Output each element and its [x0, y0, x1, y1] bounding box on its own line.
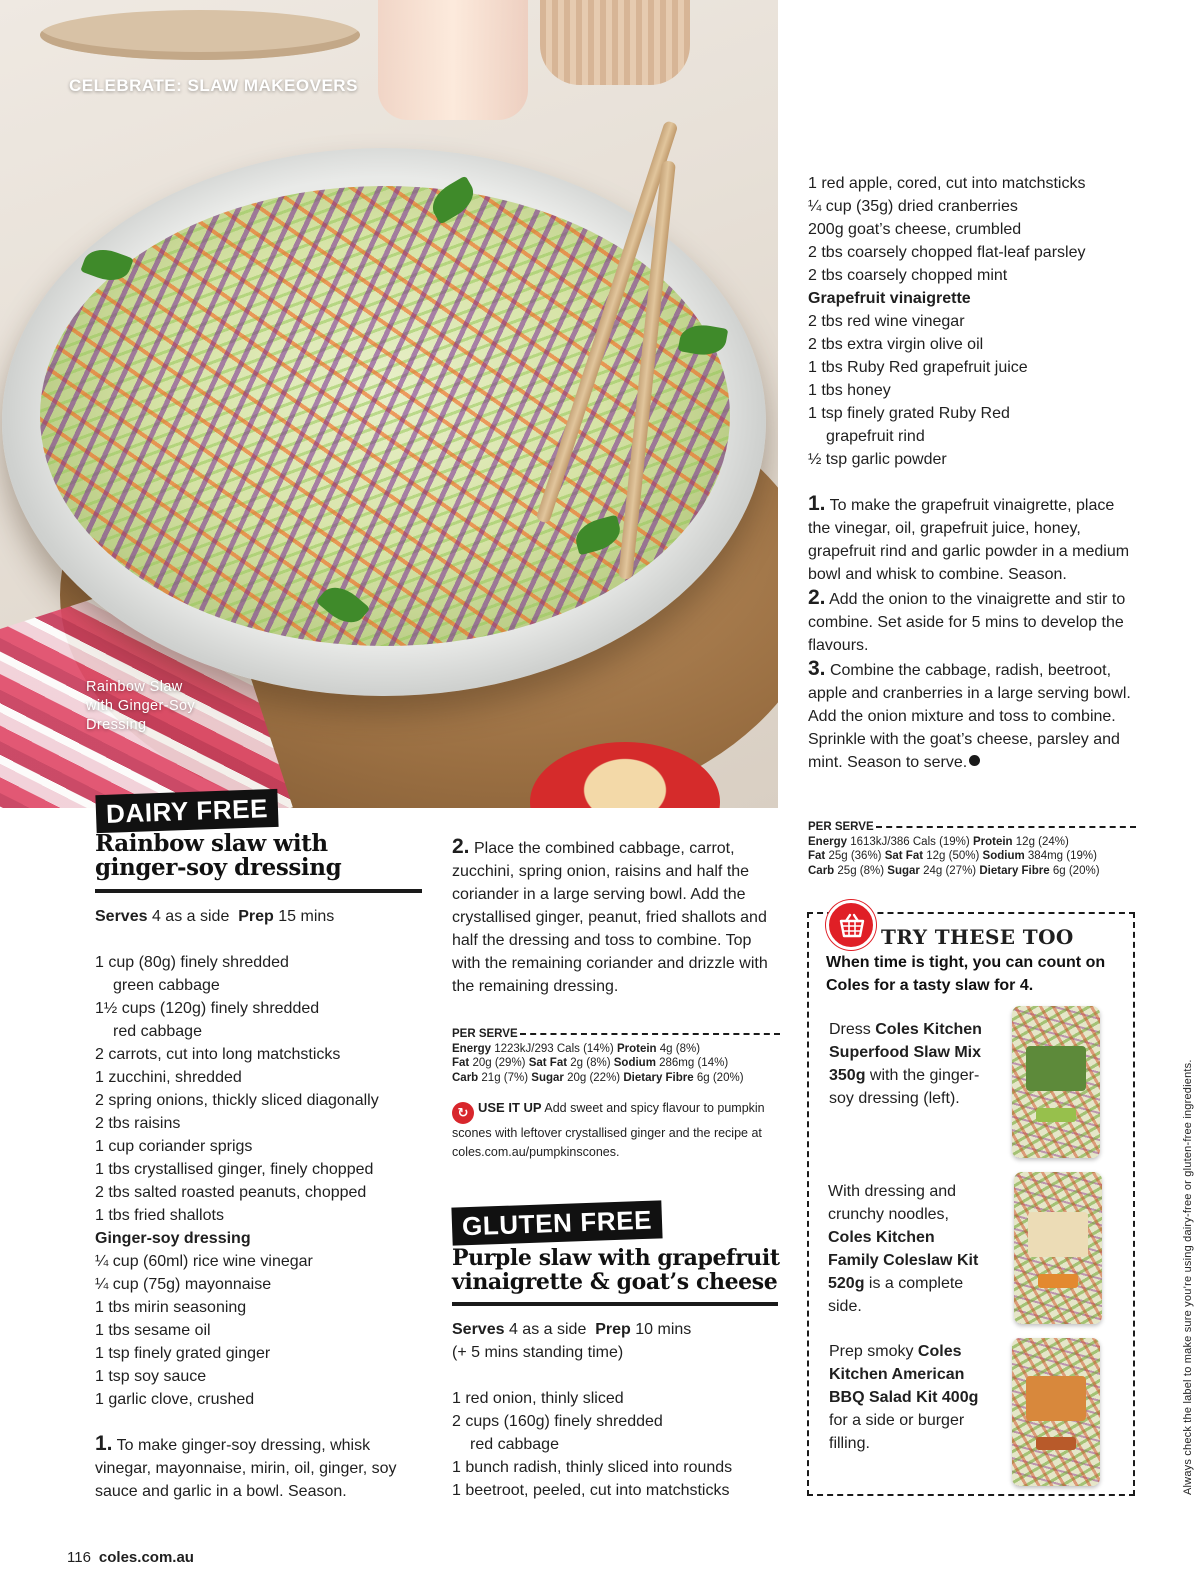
ingredient-subheading: Ginger-soy dressing: [95, 1230, 251, 1247]
ingredient-subheading: Grapefruit vinaigrette: [808, 290, 971, 307]
suggestion-post: with the ginger-soy dressing (left).: [829, 1067, 980, 1107]
serves-label: Serves: [452, 1321, 505, 1338]
ingredient-line: green cabbage: [113, 977, 220, 994]
serves-label: Serves: [95, 908, 148, 925]
ceramic-jar: [540, 0, 690, 85]
prep-value: 10 mins: [635, 1321, 692, 1338]
serves-value: 4 as a side: [508, 1321, 587, 1338]
dairy-free-badge: DAIRY FREE: [95, 789, 278, 833]
title-line: Rainbow slaw with: [95, 830, 328, 857]
use-it-up-text: Add sweet and spicy flavour to pumpkin scones with leftover crystallised ginger and the recipe at coles.com.au/pumpkinscones.: [452, 1101, 765, 1159]
ingredient-line: 1 garlic clove, crushed: [95, 1391, 255, 1408]
title-line: Purple slaw with grapefruit: [452, 1245, 780, 1271]
ingredient-line: 2 tbs red wine vinegar: [808, 313, 965, 330]
ingredient-line: ¼ cup (60ml) rice wine vinegar: [95, 1253, 313, 1270]
standing-time: (+ 5 mins standing time): [452, 1344, 624, 1361]
ingredient-line: 1½ cups (120g) finely shredded: [95, 1000, 320, 1017]
nutrition-line: Energy 1223kJ/293 Cals (14%) Protein 4g (8%): [452, 1042, 701, 1055]
recipe1-title: [95, 832, 341, 880]
product-name: Coles Kitchen Family Coleslaw Kit 520g: [828, 1229, 979, 1292]
ingredient-line: 2 carrots, cut into long matchsticks: [95, 1046, 341, 1063]
nutrition-line: Fat 20g (29%) Sat Fat 2g (8%) Sodium 286mg (14%): [452, 1057, 729, 1069]
footer-site: coles.com.au: [98, 1549, 194, 1566]
ingredient-line: 1 tsp soy sauce: [95, 1368, 207, 1385]
ingredient-line: 200g goat’s cheese, crumbled: [808, 221, 1022, 238]
serves-value: 4 as a side: [151, 908, 230, 925]
prep-label: Prep: [595, 1321, 631, 1338]
ingredient-line: 1 red onion, thinly sliced: [452, 1390, 624, 1407]
nutrition-line: Carb 21g (7%) Sugar 20g (22%) Dietary Fibre 6g (20%): [452, 1071, 744, 1084]
ingredient-line: 1 bunch radish, thinly sliced into rounds: [452, 1459, 733, 1476]
dietary-label-note: Always check the label to make sure you’re using dairy-free or gluten-free ingredients.: [1182, 1059, 1194, 1495]
background-plate: [40, 10, 360, 60]
prep-value: 15 mins: [278, 908, 335, 925]
ingredient-line: 1 tbs crystallised ginger, finely chopped: [95, 1161, 374, 1178]
shopping-basket-icon: [826, 900, 876, 950]
ingredient-line: red cabbage: [470, 1436, 559, 1453]
recipe2-title: [452, 1246, 780, 1294]
suggestion-post: is a complete side.: [828, 1275, 964, 1315]
title-line: ginger-soy dressing: [95, 854, 342, 881]
per-serve-heading: PER SERVE: [452, 1028, 518, 1040]
ingredient-line: 1 red apple, cored, cut into matchsticks: [808, 175, 1086, 192]
title-rule: [452, 1302, 778, 1306]
suggestion-pre: With dressing and crunchy noodles,: [828, 1183, 957, 1223]
photo-caption: [86, 678, 246, 735]
bbq-salad-kit-pack-image: [1012, 1338, 1100, 1486]
ingredient-line: 2 spring onions, thickly sliced diagonally: [95, 1092, 379, 1109]
ingredient-line: 2 tbs raisins: [95, 1115, 181, 1132]
nutrition-line: Energy 1613kJ/386 Cals (19%) Protein 12g (24%): [808, 835, 1069, 848]
ingredient-line: grapefruit rind: [826, 428, 925, 445]
ingredient-line: ¼ cup (35g) dried cranberries: [808, 198, 1018, 215]
product-name: Coles Kitchen Superfood Slaw Mix 350g: [829, 1021, 982, 1084]
section-tag: CELEBRATE: SLAW MAKEOVERS: [69, 76, 358, 95]
title-rule: [95, 889, 422, 893]
product-suggestion: [828, 1180, 988, 1318]
step-text: Combine the cabbage, radish, beetroot, apple and cranberries in a large serving bowl. Add the onion mixture and toss to combine. Sprinkle with the goat’s cheese, parsley and mint. Season to serve.: [808, 662, 1131, 771]
nutrition-line: Carb 25g (8%) Sugar 24g (27%) Dietary Fibre 6g (20%): [808, 864, 1100, 877]
recipe1-step-2: [452, 835, 774, 998]
ingredient-line: 1 cup (80g) finely shredded: [95, 954, 289, 971]
ingredient-line: 1 tbs Ruby Red grapefruit juice: [808, 359, 1028, 376]
recipe1-per-serve: [452, 1027, 780, 1085]
recipe2-method: [808, 492, 1138, 774]
family-coleslaw-pack-image: [1014, 1172, 1102, 1324]
step-text: Add the onion to the vinaigrette and stir to combine. Set aside for 5 mins to develop the flavours.: [808, 591, 1126, 654]
recipe1-serves: [95, 905, 334, 928]
caption-line: Dressing: [86, 717, 147, 733]
ingredient-line: 2 tbs salted roasted peanuts, chopped: [95, 1184, 367, 1201]
ingredient-line: 1 tbs sesame oil: [95, 1322, 211, 1339]
suggestion-pre: Prep smoky: [829, 1343, 914, 1360]
page-number: 116: [67, 1549, 91, 1566]
end-mark-icon: [969, 755, 980, 766]
ingredient-line: 2 tbs extra virgin olive oil: [808, 336, 984, 353]
step-number: 2.: [808, 586, 826, 609]
ingredient-line: 1 tbs honey: [808, 382, 891, 399]
recipe2-ingredients-part1: [452, 1387, 732, 1502]
page-footer: [67, 1549, 194, 1566]
prep-label: Prep: [238, 908, 274, 925]
step-number: 2.: [452, 835, 470, 858]
nutrition-line: Fat 25g (36%) Sat Fat 12g (50%) Sodium 384mg (19%): [808, 850, 1097, 862]
caption-line: Rainbow Slaw: [86, 679, 183, 695]
recipe2-ingredients-part2: [808, 172, 1085, 471]
product-name: Coles Kitchen American BBQ Salad Kit 400g: [829, 1343, 979, 1406]
product-suggestion: [829, 1018, 989, 1110]
step-text: To make the grapefruit vinaigrette, place the vinegar, oil, grapefruit juice, honey, grapefruit rind and garlic powder in a medium bowl and whisk to combine. Season.: [808, 497, 1130, 583]
ingredient-line: 2 tbs coarsely chopped flat-leaf parsley: [808, 244, 1086, 261]
recipe2-per-serve: [808, 820, 1136, 878]
ingredient-line: 1 tbs mirin seasoning: [95, 1299, 247, 1316]
recipe1-step-1: [95, 1432, 425, 1503]
recipe2-serves: [452, 1318, 691, 1364]
try-these-intro: When time is tight, you can count on Coles for a tasty slaw for 4.: [826, 954, 1106, 994]
ingredient-line: 2 tbs coarsely chopped mint: [808, 267, 1008, 284]
step-text: To make ginger-soy dressing, whisk vinegar, mayonnaise, mirin, oil, ginger, soy sauce and garlic in a bowl. Season.: [95, 1437, 397, 1500]
drinking-glass: [378, 0, 528, 120]
ingredient-line: 1 zucchini, shredded: [95, 1069, 242, 1086]
recycle-icon: ↻: [452, 1102, 474, 1124]
step-number: 1.: [808, 492, 826, 515]
ingredient-line: ¼ cup (75g) mayonnaise: [95, 1276, 272, 1293]
product-suggestion: [829, 1340, 989, 1455]
step-text: Place the combined cabbage, carrot, zucchini, spring onion, raisins and half the coriander in a large serving bowl. Add the crystallised ginger, peanut, fried shallots and half the dressing and toss to combine. Top with the remaining coriander and drizzle with the remaining dressing.: [452, 840, 768, 995]
ingredient-line: 1 tsp finely grated Ruby Red: [808, 405, 1010, 422]
ingredient-line: 1 cup coriander sprigs: [95, 1138, 253, 1155]
ingredient-line: 1 tsp finely grated ginger: [95, 1345, 271, 1362]
ingredient-line: 1 tbs fried shallots: [95, 1207, 224, 1224]
caption-line: with Ginger-Soy: [86, 698, 196, 714]
suggestion-pre: Dress: [829, 1021, 871, 1038]
recipe1-ingredients: [95, 951, 379, 1411]
superfood-slaw-pack-image: [1012, 1006, 1100, 1158]
ingredient-line: ½ tsp garlic powder: [808, 451, 947, 468]
use-it-up-label: USE IT UP: [478, 1100, 542, 1115]
suggestion-post: for a side or burger filling.: [829, 1412, 965, 1452]
ingredient-line: 1 beetroot, peeled, cut into matchsticks: [452, 1482, 730, 1499]
step-number: 1.: [95, 1432, 113, 1455]
step-number: 3.: [808, 657, 826, 680]
gluten-free-badge: GLUTEN FREE: [451, 1200, 662, 1245]
ingredient-line: 2 cups (160g) finely shredded: [452, 1413, 663, 1430]
per-serve-heading: PER SERVE: [808, 821, 874, 833]
try-these-title: TRY THESE TOO: [881, 925, 1078, 949]
use-it-up-tip: [452, 1098, 778, 1162]
ingredient-line: red cabbage: [113, 1023, 202, 1040]
title-line: vinaigrette & goat’s cheese: [452, 1269, 778, 1295]
